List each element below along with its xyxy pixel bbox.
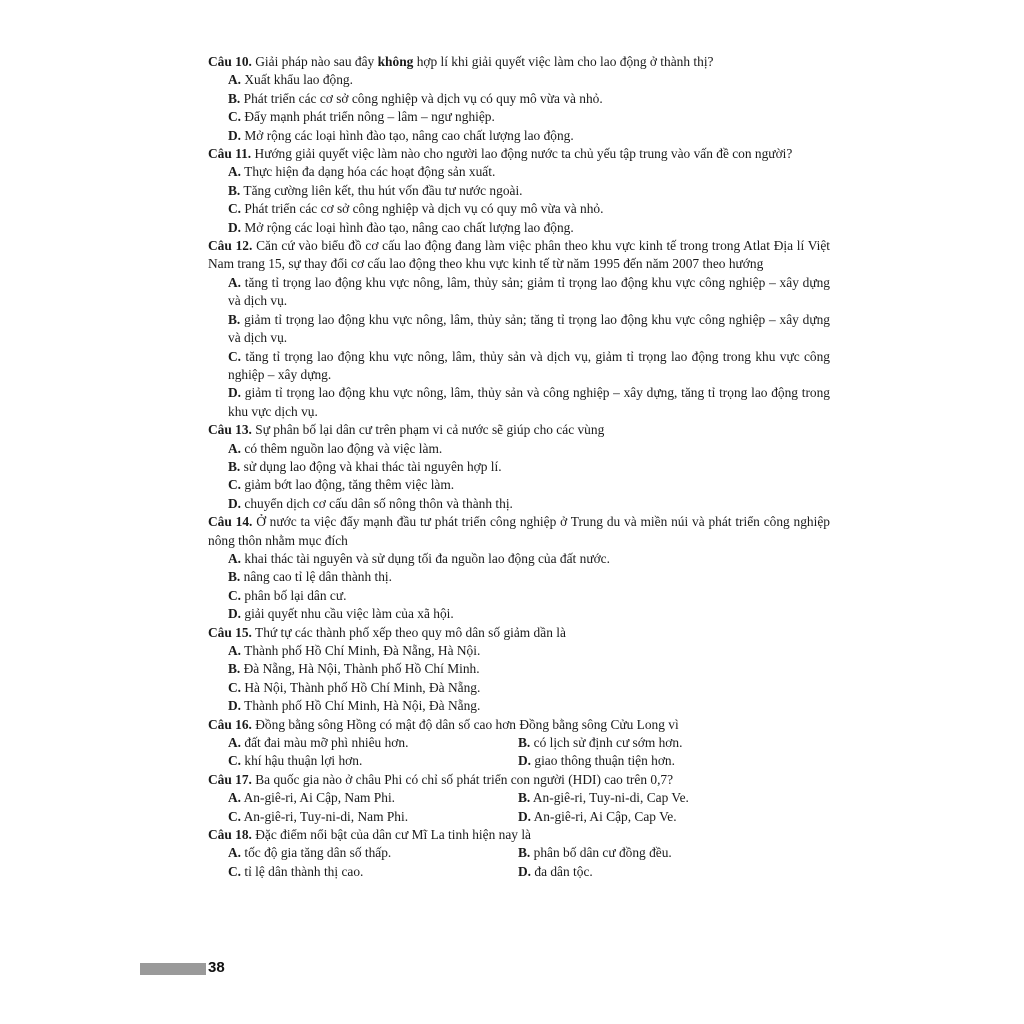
question-stem: [208, 771, 830, 789]
option-key: B.: [518, 735, 531, 751]
question-number: Câu 17.: [208, 771, 252, 787]
answer-option: [228, 274, 830, 311]
answer-options: [208, 789, 830, 826]
answer-option: [228, 311, 830, 348]
option-key: A.: [228, 164, 242, 180]
option-text: Phát triển các cơ sở công nghiệp và dịch vụ có quy mô vừa và nhỏ.: [241, 201, 604, 217]
question-stem-emphasis: không: [377, 54, 414, 69]
question-number: Câu 11.: [208, 146, 252, 162]
question-stem-text: Sự phân bố lại dân cư trên phạm vi cả nước sẽ giúp cho các vùng: [251, 422, 605, 438]
option-key: A.: [228, 735, 242, 751]
option-text: An-giê-ri, Ai Cập, Cap Ve.: [531, 808, 677, 824]
question-stem: [208, 145, 830, 163]
answer-option: [228, 550, 830, 568]
answer-option: [228, 476, 830, 494]
option-key: A.: [228, 845, 242, 861]
option-text: Mở rộng các loại hình đào tạo, nâng cao chất lượng lao động.: [241, 219, 574, 235]
option-text: tỉ lệ dân thành thị cao.: [241, 863, 364, 879]
question-stem: [208, 513, 830, 550]
question-stem-text: Đồng bằng sông Hồng có mật độ dân số cao hơn Đồng bằng sông Cửu Long vì: [251, 716, 679, 732]
option-text: Hà Nội, Thành phố Hồ Chí Minh, Đà Nẵng.: [241, 679, 481, 695]
option-text: giảm tỉ trọng lao động khu vực nông, lâm, thủy sản và công nghiệp – xây dựng, tăng tỉ trọng lao động trong khu vực dịch vụ.: [228, 385, 830, 419]
question-stem-text: Thứ tự các thành phố xếp theo quy mô dân số giảm dần là: [251, 624, 566, 640]
option-key: A.: [228, 440, 242, 456]
answer-option: [228, 219, 830, 237]
option-text: đa dân tộc.: [531, 863, 593, 879]
question-stem-text: Hướng giải quyết việc làm nào cho người lao động nước ta chủ yếu tập trung vào vấn đề con người?: [251, 146, 793, 162]
answer-options: [208, 642, 830, 716]
option-key: D.: [228, 219, 242, 235]
option-text: An-giê-ri, Tuy-ni-di, Cap Ve.: [530, 790, 689, 806]
option-key: D.: [228, 127, 242, 143]
answer-option: [228, 440, 830, 458]
option-text: khai thác tài nguyên và sử dụng tối đa nguồn lao động của đất nước.: [241, 550, 610, 566]
option-key: D.: [518, 808, 532, 824]
answer-option: [518, 752, 830, 770]
option-text: Thực hiện đa dạng hóa các hoạt động sản xuất.: [241, 164, 496, 180]
answer-option: [228, 384, 830, 421]
option-key: C.: [228, 109, 242, 125]
answer-option: [228, 642, 830, 660]
option-key: B.: [228, 569, 241, 585]
option-key: C.: [228, 863, 242, 879]
option-text: Thành phố Hồ Chí Minh, Hà Nội, Đà Nẵng.: [241, 698, 481, 714]
question-14: [208, 513, 830, 623]
option-text: Đẩy mạnh phát triển nông – lâm – ngư nghiệp.: [241, 109, 495, 125]
option-text: nâng cao tỉ lệ dân thành thị.: [240, 569, 392, 585]
question-11: [208, 145, 830, 237]
option-text: tốc độ gia tăng dân số thấp.: [241, 845, 392, 861]
answer-option: [228, 697, 830, 715]
option-text: có thêm nguồn lao động và việc làm.: [241, 440, 443, 456]
option-text: phân bố dân cư đồng đều.: [530, 845, 672, 861]
page-number: 38: [208, 959, 225, 976]
question-stem: [208, 716, 830, 734]
question-stem: [208, 53, 830, 71]
answer-option: [228, 808, 518, 826]
option-text: giải quyết nhu cầu việc làm của xã hội.: [241, 606, 454, 622]
option-key: B.: [518, 845, 531, 861]
option-key: C.: [228, 477, 242, 493]
option-key: C.: [228, 808, 242, 824]
question-stem-text: Ở nước ta việc đẩy mạnh đầu tư phát triển công nghiệp ở Trung du và miền núi và phát triển công nghiệp nông thôn nhằm mục đích: [208, 514, 830, 548]
answer-option: [228, 605, 830, 623]
option-text: giảm bớt lao động, tăng thêm việc làm.: [241, 477, 455, 493]
answer-options: [208, 71, 830, 145]
question-15: [208, 624, 830, 716]
answer-option: [228, 90, 830, 108]
answer-option: [228, 182, 830, 200]
question-18: [208, 826, 830, 881]
answer-option: [228, 71, 830, 89]
answer-option: [228, 679, 830, 697]
answer-option: [228, 660, 830, 678]
option-key: B.: [228, 311, 241, 327]
answer-option: [228, 348, 830, 385]
question-number: Câu 13.: [208, 422, 252, 438]
question-stem-text: hợp lí khi giải quyết việc làm cho lao động ở thành thị?: [413, 54, 714, 69]
option-key: A.: [228, 550, 242, 566]
answer-options: [208, 734, 830, 771]
option-key: D.: [228, 698, 242, 714]
option-key: D.: [228, 495, 242, 511]
option-text: giao thông thuận tiện hơn.: [531, 753, 675, 769]
question-stem-text: Giải pháp nào sau đây: [251, 54, 378, 69]
option-key: B.: [228, 661, 241, 677]
answer-option: [228, 734, 518, 752]
answer-options: [208, 440, 830, 514]
answer-option: [228, 495, 830, 513]
option-key: A.: [228, 72, 242, 88]
option-text: sử dụng lao động và khai thác tài nguyên hợp lí.: [240, 458, 502, 474]
option-text: tăng tỉ trọng lao động khu vực nông, lâm, thủy sản và dịch vụ, giảm tỉ trọng lao động trong khu vực công nghiệp – xây dựng.: [228, 348, 830, 382]
option-key: A.: [228, 274, 242, 290]
answer-option: [228, 163, 830, 181]
option-key: B.: [228, 90, 241, 106]
question-13: [208, 421, 830, 513]
answer-option: [228, 863, 518, 881]
question-stem: [208, 624, 830, 642]
option-key: C.: [228, 348, 242, 364]
option-text: phân bố lại dân cư.: [241, 587, 347, 603]
option-key: C.: [228, 587, 242, 603]
option-text: Xuất khẩu lao động.: [241, 72, 353, 88]
option-text: An-giê-ri, Ai Cập, Nam Phi.: [241, 790, 396, 806]
answer-options: [208, 844, 830, 881]
question-stem: [208, 237, 830, 274]
question-number: Câu 15.: [208, 624, 252, 640]
answer-option: [228, 458, 830, 476]
answer-options: [208, 274, 830, 421]
option-text: có lịch sử định cư sớm hơn.: [530, 735, 683, 751]
answer-option: [518, 789, 830, 807]
option-key: D.: [228, 385, 242, 401]
option-text: An-giê-ri, Tuy-ni-di, Nam Phi.: [241, 808, 409, 824]
option-text: Mở rộng các loại hình đào tạo, nâng cao chất lượng lao động.: [241, 127, 574, 143]
question-10: [208, 53, 830, 145]
answer-option: [228, 200, 830, 218]
answer-options: [208, 550, 830, 624]
question-stem-text: Đặc điểm nổi bật của dân cư Mĩ La tinh hiện nay là: [251, 827, 531, 843]
question-12: [208, 237, 830, 421]
answer-option: [518, 734, 830, 752]
question-stem: [208, 826, 830, 844]
option-key: B.: [228, 182, 241, 198]
option-key: A.: [228, 790, 242, 806]
answer-option: [228, 844, 518, 862]
option-text: Tăng cường liên kết, thu hút vốn đầu tư nước ngoài.: [240, 182, 523, 198]
option-key: B.: [228, 458, 241, 474]
option-text: khí hậu thuận lợi hơn.: [241, 753, 363, 769]
option-text: đất đai màu mỡ phì nhiêu hơn.: [241, 735, 409, 751]
option-key: B.: [518, 790, 531, 806]
option-key: D.: [228, 606, 242, 622]
question-stem: [208, 421, 830, 439]
answer-option: [228, 752, 518, 770]
question-number: Câu 10.: [208, 54, 252, 69]
option-key: C.: [228, 679, 242, 695]
footer-bar: [140, 963, 206, 975]
question-number: Câu 18.: [208, 827, 252, 843]
option-text: Đà Nẵng, Hà Nội, Thành phố Hồ Chí Minh.: [240, 661, 480, 677]
answer-option: [228, 568, 830, 586]
answer-option: [518, 808, 830, 826]
answer-option: [518, 844, 830, 862]
option-key: A.: [228, 643, 242, 658]
answer-option: [228, 108, 830, 126]
option-text: Thành phố Hồ Chí Minh, Đà Nẵng, Hà Nội.: [241, 643, 481, 658]
option-key: D.: [518, 753, 532, 769]
answer-option: [228, 789, 518, 807]
question-stem-text: Ba quốc gia nào ở châu Phi có chỉ số phát triển con người (HDI) cao trên 0,7?: [251, 771, 674, 787]
question-17: [208, 771, 830, 826]
question-stem-text: Căn cứ vào biểu đồ cơ cấu lao động đang làm việc phân theo khu vực kinh tế trong trong Atlat Địa lí Việt Nam trang 15, sự thay đổi cơ cấu lao động theo khu vực kinh tế từ năm 1995 đến năm 2007 theo hướng: [208, 238, 830, 272]
option-text: giảm tỉ trọng lao động khu vực nông, lâm, thủy sản; tăng tỉ trọng lao động khu vực công nghiệp – xây dựng và dịch vụ.: [228, 311, 830, 346]
option-key: C.: [228, 201, 242, 217]
question-number: Câu 12.: [208, 238, 253, 254]
question-page: [208, 53, 830, 881]
option-text: Phát triển các cơ sở công nghiệp và dịch vụ có quy mô vừa và nhỏ.: [240, 90, 603, 106]
option-key: C.: [228, 753, 242, 769]
option-text: tăng tỉ trọng lao động khu vực nông, lâm, thủy sản; giảm tỉ trọng lao động khu vực công nghiệp – xây dựng và dịch vụ.: [228, 274, 830, 309]
question-number: Câu 14.: [208, 514, 253, 530]
answer-option: [228, 587, 830, 605]
answer-options: [208, 163, 830, 237]
answer-option: [518, 863, 830, 881]
option-key: D.: [518, 863, 532, 879]
question-number: Câu 16.: [208, 716, 252, 732]
option-text: chuyển dịch cơ cấu dân số nông thôn và thành thị.: [241, 495, 513, 511]
answer-option: [228, 127, 830, 145]
question-16: [208, 716, 830, 771]
